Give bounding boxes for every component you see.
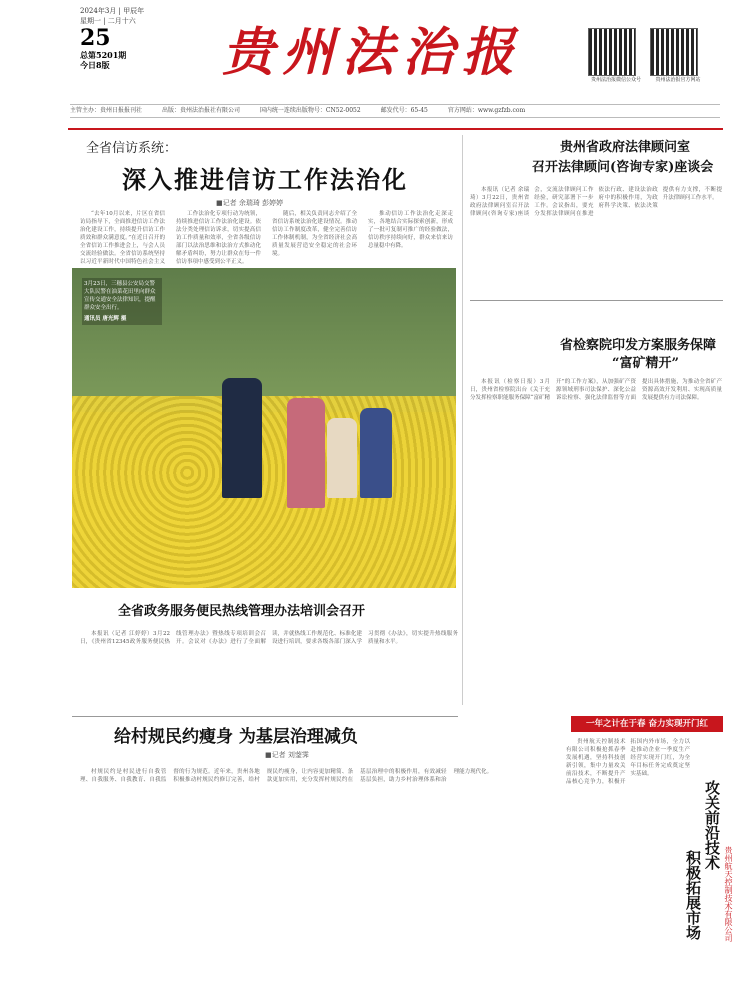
lead-col-1: “去年10月以来，片区在省信访局指导下，全面推进信访工作法治化建设工作，持续提升信访工作质效和群众满意度。”在近日召开的全省信访工作推进会上，与会人员交流经验做法。全省信访系统坚持以习近平新时代中国特色社会主义 [80, 211, 165, 265]
red-divider [68, 128, 723, 130]
center-headline[interactable]: 全省政务服务便民热线管理办法培训会召开 [118, 604, 366, 619]
lead-headline[interactable]: 深入推进信访工作法治化 [122, 165, 408, 194]
qr-caption-wechat: 贵州法治报微信公众号 [590, 77, 641, 83]
right-bottom-vheadline-2[interactable]: 积极拓展市场 [684, 850, 702, 940]
qr-icon [588, 28, 636, 76]
lead-col-4: 推动信访工作法治化走深走实，各地结合实际探索创新，形成了一批可复制可推广的经验做法，信访秩序持续向好，群众来信来访总量稳中有降。 [368, 211, 453, 249]
newspaper-logo [222, 10, 523, 83]
qr-code-wechat[interactable] [588, 28, 644, 83]
right-mid-headline-2[interactable]: “富矿精开” [612, 356, 679, 371]
issue-total: 总第5201期 [80, 50, 127, 60]
masthead-info [80, 6, 180, 70]
right-bottom-body: 贵州航天控制技术有限公司积极抢抓春季发展机遇，坚持科技创新引领，集中力量攻关前沿技术，不断提升产品核心竞争力，积极开拓国内外市场，全力以赴推动企业一季度生产经营实现开门红，为全年目标任务完成奠定坚实基础。 [566, 739, 690, 785]
right-top-headline-1[interactable]: 贵州省政府法律顾问室 [560, 140, 691, 155]
lead-byline: ■记者 余瑞琦 彭婷婷 [216, 199, 284, 207]
right-bottom-vsub: 贵州航天控制技术有限公司 [724, 846, 733, 942]
info-item: 主管主办：贵州日报报刊社 [70, 107, 143, 114]
qr-caption-website: 贵州法治报官方网站 [655, 77, 701, 83]
info-item: 国内统一连续出版物号：CN52-0052 [259, 107, 361, 114]
right-top-body: 本报讯（记者 余瑞琦）3月22日，贵州省政府法律顾问室召开法律顾问(咨询专家)座谈会，交流法律顾问工作经验，研究部署下一步工作。会议指出，要充分发挥法律顾问在推进依法行政、建设法治政府中的积极作用，为政府科学决策、依法决策提供有力支撑，不断提升法律顾问工作水平。 [470, 187, 722, 217]
bottom-body: 村规民约是村民进行自我管理、自我服务、自我教育、自我监督的行为规范。近年来，贵州各地积极推动村规民约修订完善，给村规民约瘦身，让内容更加精简、条款更加实用，充分发挥村规民约在基层治理中的积极作用，有效减轻基层负担，助力乡村治理体系和治理能力现代化。 [80, 769, 493, 783]
bottom-byline: ■记者 刘蓥霁 [265, 751, 309, 759]
column-divider [462, 135, 463, 705]
section-divider [72, 716, 458, 717]
qr-icon [650, 28, 698, 76]
info-item: 官方网站：www.gzfzb.com [447, 107, 526, 114]
weekday-line: 星期一 | 二月十六 [80, 17, 136, 25]
page-count: 今日8版 [80, 60, 110, 70]
logo-text: 贵州法治报 [222, 22, 523, 83]
info-item: 邮发代号：65-45 [380, 107, 428, 114]
photo-caption: 3月23日，三穗县公安局交警大队民警在油菜花田里向群众宣传交通安全法律知识，提醒群众安全出行。 通讯员 唐光辉 摄 [82, 278, 162, 325]
right-mid-body: 本报讯（检察日报）3月日，贵州省检察院出台《关于充分发挥检察职能服务保障“富矿精开”的工作方案》，从加强矿产资源领域刑事司法保护、深化公益诉讼检察、强化法律监督等方面提出具体措施，为推动全省矿产资源高效开发利用、实现高质量发展提供有力司法保障。 [470, 379, 722, 401]
right-bottom-vheadline-1[interactable]: 攻关前沿技术 [703, 780, 721, 870]
center-body: 本报讯（记者 江婷婷）3月22日，《贵州省12345政务服务便民热线管理办法》暨热线专项培训会召开。会议对《办法》进行了全面解读，并就热线工作规范化、标准化建设进行培训，要求各级各部门深入学习贯彻《办法》，切实提升热线服务质量和水平。 [80, 631, 458, 645]
right-mid-headline-1[interactable]: 省检察院印发方案服务保障 [560, 338, 717, 353]
qr-code-website[interactable] [650, 28, 706, 83]
lead-kicker: 全省信访系统： [86, 141, 178, 156]
lead-col-3: 随后，相关负责同志介绍了全省信访系统法治化建设情况。推动信访工作制度改革，健全完善信访工作体制机制，为全省经济社会高质量发展营造安全稳定的社会环境。 [272, 211, 357, 257]
photo-credit: 通讯员 唐光辉 摄 [84, 316, 127, 322]
day-number: 25 [80, 25, 111, 51]
right-top-headline-2[interactable]: 召开法律顾问(咨询专家)座谈会 [532, 160, 714, 175]
bottom-headline[interactable]: 给村规民约瘦身 为基层治理减负 [114, 727, 358, 747]
lead-col-2: 工作法治化专项行动为统领，持续推进信访工作法治化建设。依法分类处理信访诉求，切实提高信访工作质量和效率，全省各级信访部门以法治思维和法治方式推动化解矛盾纠纷，努力让群众在每一件信访事项中感受到公平正义。 [176, 211, 261, 265]
info-item: 出版：贵州法治报社有限公司 [161, 107, 240, 114]
info-bar [70, 104, 720, 118]
date-line: 2024年3月 | 甲辰年 [80, 7, 145, 15]
red-banner: 一年之计在于春 奋力实现开门红 [571, 716, 723, 732]
section-divider [470, 300, 723, 301]
